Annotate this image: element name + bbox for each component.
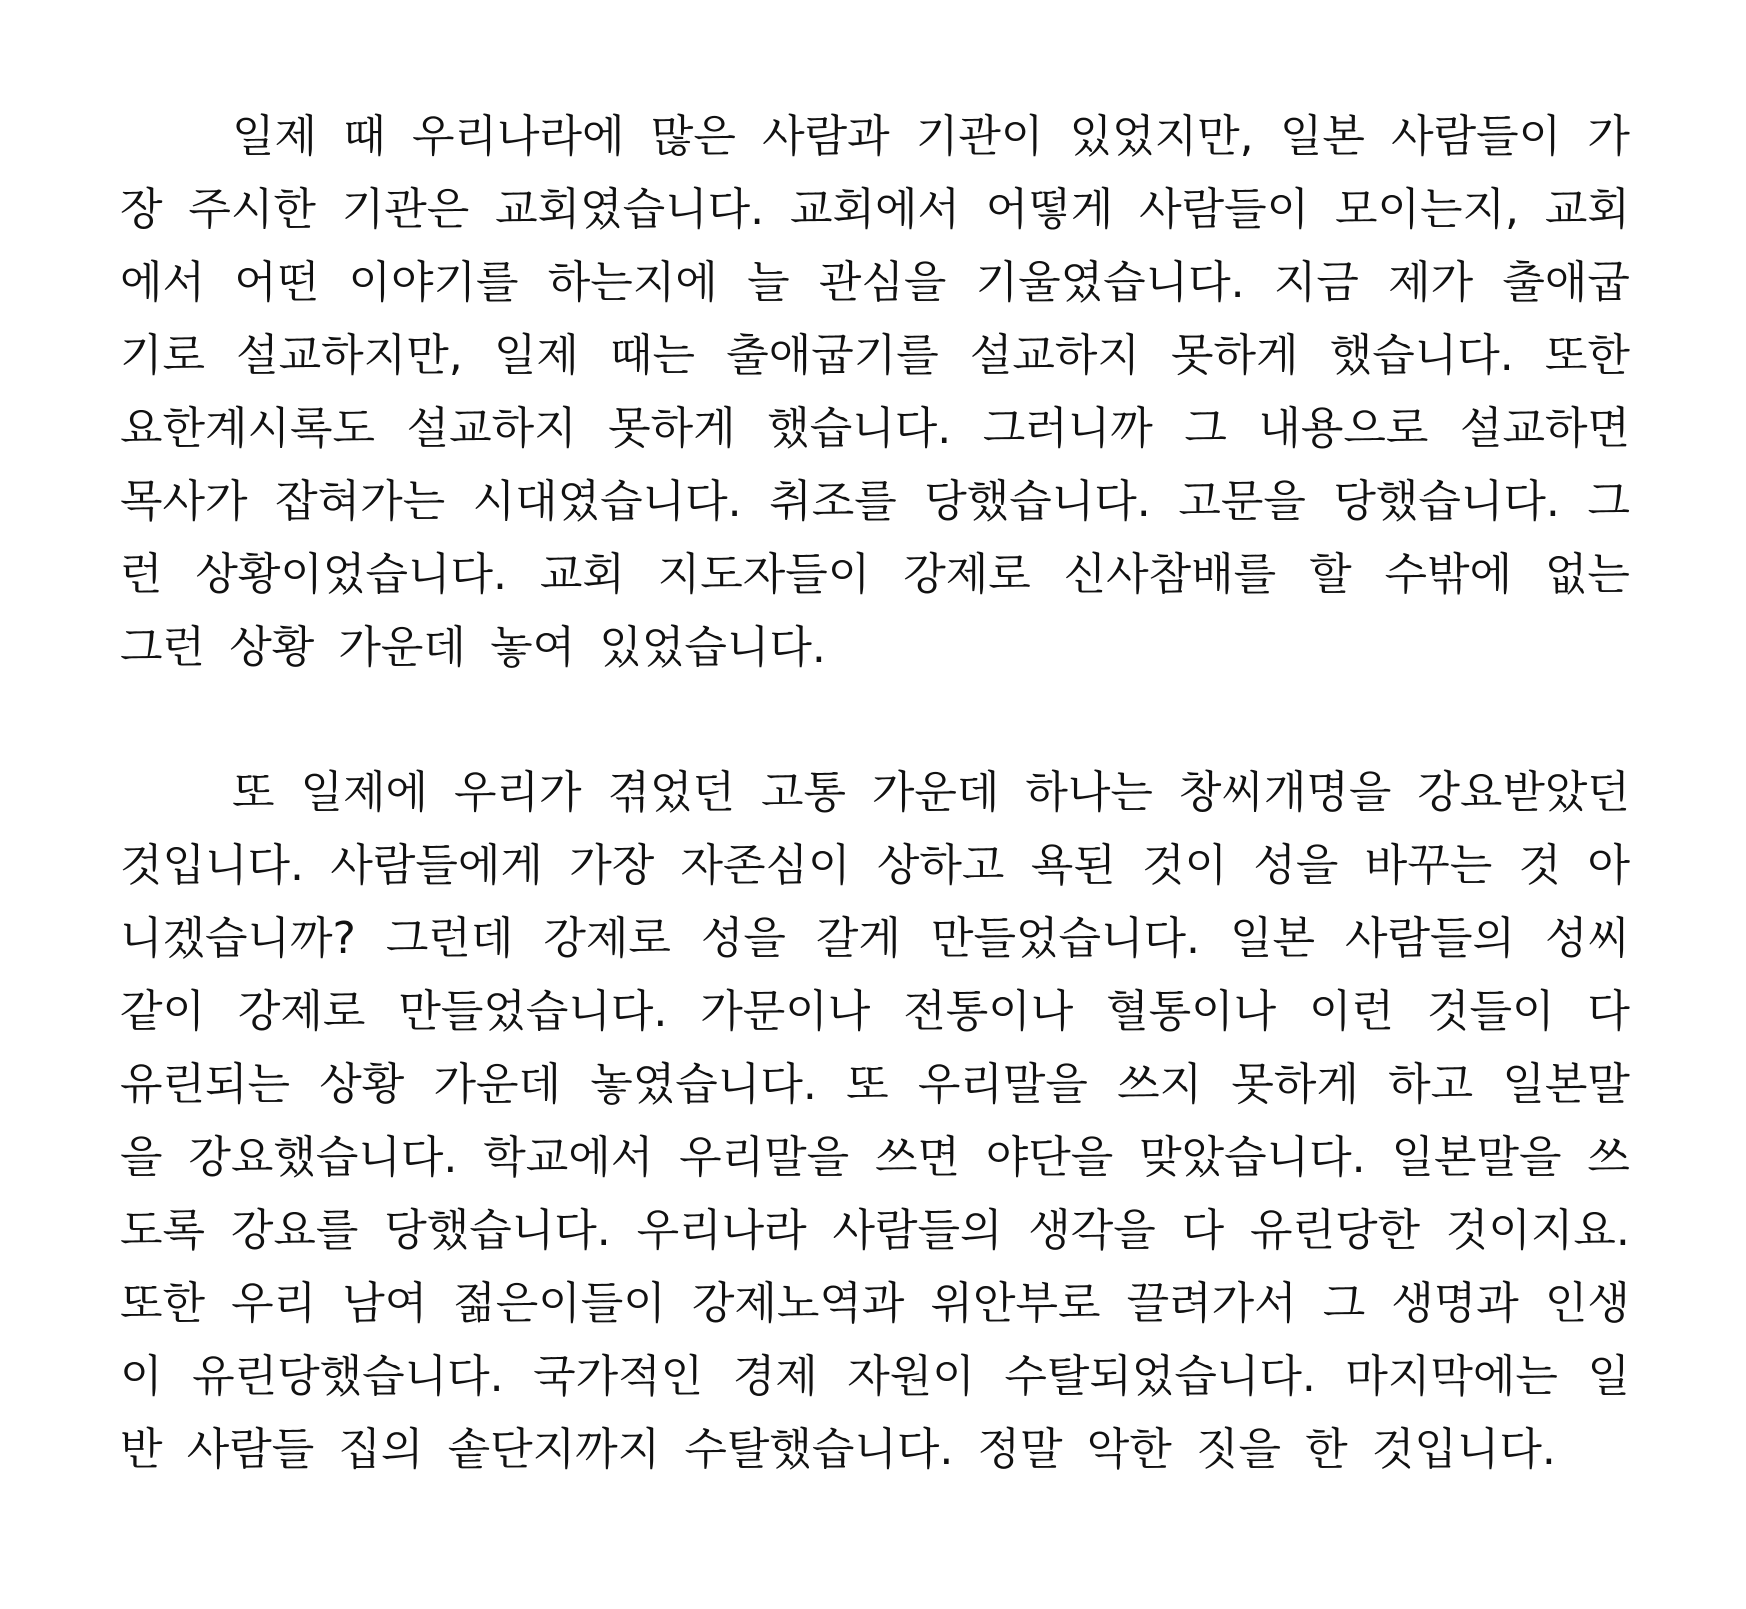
word: 상황 [319,1059,405,1110]
word: 한 [1305,1424,1348,1475]
word: 맞았습니다. [1139,1132,1366,1183]
word: 것이지요. [1445,1205,1630,1256]
word: 내용으로 [1258,403,1429,454]
word: 놓였습니다. [590,1059,817,1110]
word: 기울였습니다. [975,257,1245,308]
word: 반 [120,1424,163,1475]
word: 고문을 [1178,476,1306,527]
word: 겪었던 [607,767,735,818]
word: 일제 [493,330,579,381]
word: 늘 [747,257,790,308]
word: 수탈되었습니다. [1004,1351,1316,1402]
word: 있었지만, [1069,111,1254,162]
word: 쓰 [1587,1132,1630,1183]
word: 가 [1587,111,1630,162]
word: 일본말 [1502,1059,1630,1110]
word: 정말 [977,1424,1063,1475]
word: 상하고 [876,840,1005,891]
text-line [120,1194,1630,1267]
word: 쓰면 [874,1132,960,1183]
paragraph-2 [120,756,1630,1486]
word: 사람과 [762,111,890,162]
word: 제가 [1388,257,1474,308]
word: 위안부로 [930,1278,1101,1329]
text-line [120,902,1630,975]
word: 생각을 [1028,1205,1156,1256]
word: 다 [1587,986,1630,1037]
word: 없는 [1544,549,1630,600]
word: 지금 [1273,257,1359,308]
word: 상황 [229,622,315,673]
word: 가운데 [338,622,466,673]
word: 했습니다. [767,403,952,454]
word: 갈게 [815,913,901,964]
word: 같이 [120,986,206,1037]
word: 놓여 [490,622,576,673]
word: 설교하지 [406,403,577,454]
word: 교회 [539,549,625,600]
word: 것들이 [1426,986,1555,1037]
word: 생명과 [1391,1278,1519,1329]
paragraph-1 [120,100,1630,684]
word: 바꾸는 [1364,840,1493,891]
word: 그런데 [385,913,514,964]
word: 할 [1309,549,1352,600]
word: 런 [120,549,163,600]
word: 마지막에는 [1345,1351,1558,1402]
word: 신사참배를 [1063,549,1277,600]
word: 관심을 [818,257,947,308]
word: 욕된 [1030,840,1116,891]
word: 장 [120,184,163,235]
text-line [120,1267,1630,1340]
word: 못하게 [608,403,736,454]
word: 만들었습니다. [930,913,1200,964]
word: 우리말을 [679,1132,850,1183]
word: 주시한 [188,184,316,235]
word: 상황이었습니다. [195,549,507,600]
word: 강요를 [230,1205,359,1256]
word: 하나는 [1025,767,1153,818]
text-line [120,756,1630,829]
word: 지도자들이 [657,549,871,600]
word: 이런 [1309,986,1395,1037]
text-line [120,611,1630,684]
word: 자원이 [847,1351,975,1402]
word: 그러니까 [982,403,1153,454]
word: 혈통이나 [1106,986,1277,1037]
word: 일제에 [300,767,428,818]
word: 강요받았던 [1417,767,1630,818]
word: 아 [1587,840,1630,891]
word: 당했습니다. [1333,476,1560,527]
word: 일 [1587,1351,1630,1402]
text-line [120,829,1630,902]
word: 우리나라에 [412,111,625,162]
word: 가운데 [433,1059,562,1110]
word: 유린되는 [120,1059,291,1110]
word: 쓰지 [1117,1059,1203,1110]
word: 자존심이 [680,840,851,891]
word: 교회였습니다. [495,184,765,235]
text-line [120,319,1630,392]
word: 짓을 [1195,1424,1281,1475]
text-line [120,465,1630,538]
text-line [120,1048,1630,1121]
word: 사람들 [186,1424,315,1475]
word: 니겠습니까? [120,913,356,964]
text-line [120,1340,1630,1413]
word: 집의 [338,1424,424,1475]
word: 강요했습니다. [188,1132,458,1183]
word: 만들었습니다. [398,986,668,1037]
text-line [120,975,1630,1048]
word: 못하게 [1171,330,1299,381]
word: 하는지에 [547,257,718,308]
word: 못하게 [1231,1059,1359,1110]
word: 다 [1181,1205,1225,1256]
word: 우리 [231,1278,317,1329]
word: 그 [1322,1278,1366,1329]
word: 출애굽기를 [726,330,939,381]
word: 경제 [732,1351,818,1402]
word: 우리가 [453,767,582,818]
word: 유린당했습니다. [192,1351,504,1402]
word: 또한 [1544,330,1630,381]
word: 그런 [120,622,206,673]
word: 강제로 [903,549,1031,600]
text-line [120,538,1630,611]
word: 남여 [342,1278,428,1329]
word: 설교하지 [969,330,1140,381]
word: 또한 [120,1278,206,1329]
word: 설교하지만, [236,330,463,381]
word: 당했습니다. [924,476,1151,527]
text-line [120,100,1630,173]
word: 강제노역과 [691,1278,905,1329]
word: 이야기를 [348,257,519,308]
word: 하고 [1388,1059,1474,1110]
word: 것 [1518,840,1562,891]
word: 시대였습니다. [472,476,742,527]
word: 또 [846,1059,889,1110]
word: 기관은 [341,184,470,235]
word: 악한 [1086,1424,1172,1475]
word: 모이는지, [1335,184,1520,235]
text-line [120,173,1630,246]
word: 사람들의 [832,1205,1003,1256]
word: 요한계시록도 [120,403,376,454]
word: 기관이 [915,111,1044,162]
word: 일본말을 [1391,1132,1562,1183]
word: 수밖에 [1384,549,1512,600]
word: 학교에서 [483,1132,654,1183]
word: 우리말을 [917,1059,1088,1110]
word: 어떻게 [985,184,1114,235]
word: 도록 [120,1205,206,1256]
word: 기로 [120,330,206,381]
word: 성씨 [1544,913,1630,964]
word: 교회에서 [789,184,960,235]
word: 수탈했습니다. [684,1424,954,1475]
word: 것입니다. [1371,1424,1556,1475]
word: 고통 [760,767,846,818]
word: 교회 [1544,184,1630,235]
word: 설교하면 [1459,403,1630,454]
word: 전통이나 [903,986,1074,1037]
word: 그 [1587,476,1630,527]
word: 사람들의 [1344,913,1515,964]
word: 성을 [700,913,786,964]
word: 사람들이 [1139,184,1310,235]
word: 잡혀가는 [275,476,446,527]
text-line [120,1121,1630,1194]
word: 우리나라 [636,1205,807,1256]
word: 당했습니다. [384,1205,611,1256]
word: 목사가 [120,476,248,527]
word: 사람들에게 [330,840,543,891]
text-line [120,1413,1630,1486]
word: 국가적인 [533,1351,704,1402]
word: 가장 [569,840,655,891]
word: 일제 [232,111,318,162]
word: 일본 [1279,111,1365,162]
word: 때 [343,111,386,162]
word: 어떤 [234,257,320,308]
word: 을 [120,1132,163,1183]
word: 가운데 [871,767,1000,818]
word: 일본 [1229,913,1315,964]
word: 인생 [1544,1278,1630,1329]
word: 창씨개명을 [1178,767,1392,818]
word: 것입니다. [120,840,305,891]
word: 그 [1184,403,1227,454]
word: 사람들이 [1391,111,1562,162]
word: 성을 [1253,840,1339,891]
word: 강제로 [237,986,366,1037]
word: 유린당한 [1250,1205,1421,1256]
text-line [120,392,1630,465]
word: 것이 [1142,840,1228,891]
word: 이 [120,1351,163,1402]
word: 끌려가서 [1126,1278,1297,1329]
word: 때는 [610,330,696,381]
text-line [120,246,1630,319]
word: 출애굽 [1502,257,1630,308]
word: 했습니다. [1329,330,1514,381]
word: 가문이나 [700,986,871,1037]
word: 강제로 [543,913,671,964]
word: 야단을 [985,1132,1114,1183]
word: 많은 [650,111,736,162]
word: 젊은이들이 [453,1278,666,1329]
word: 취조를 [769,476,897,527]
word: 있었습니다. [599,622,826,673]
document-page [120,100,1630,1486]
word: 또 [232,767,275,818]
word: 에서 [120,257,206,308]
word: 솥단지까지 [447,1424,661,1475]
